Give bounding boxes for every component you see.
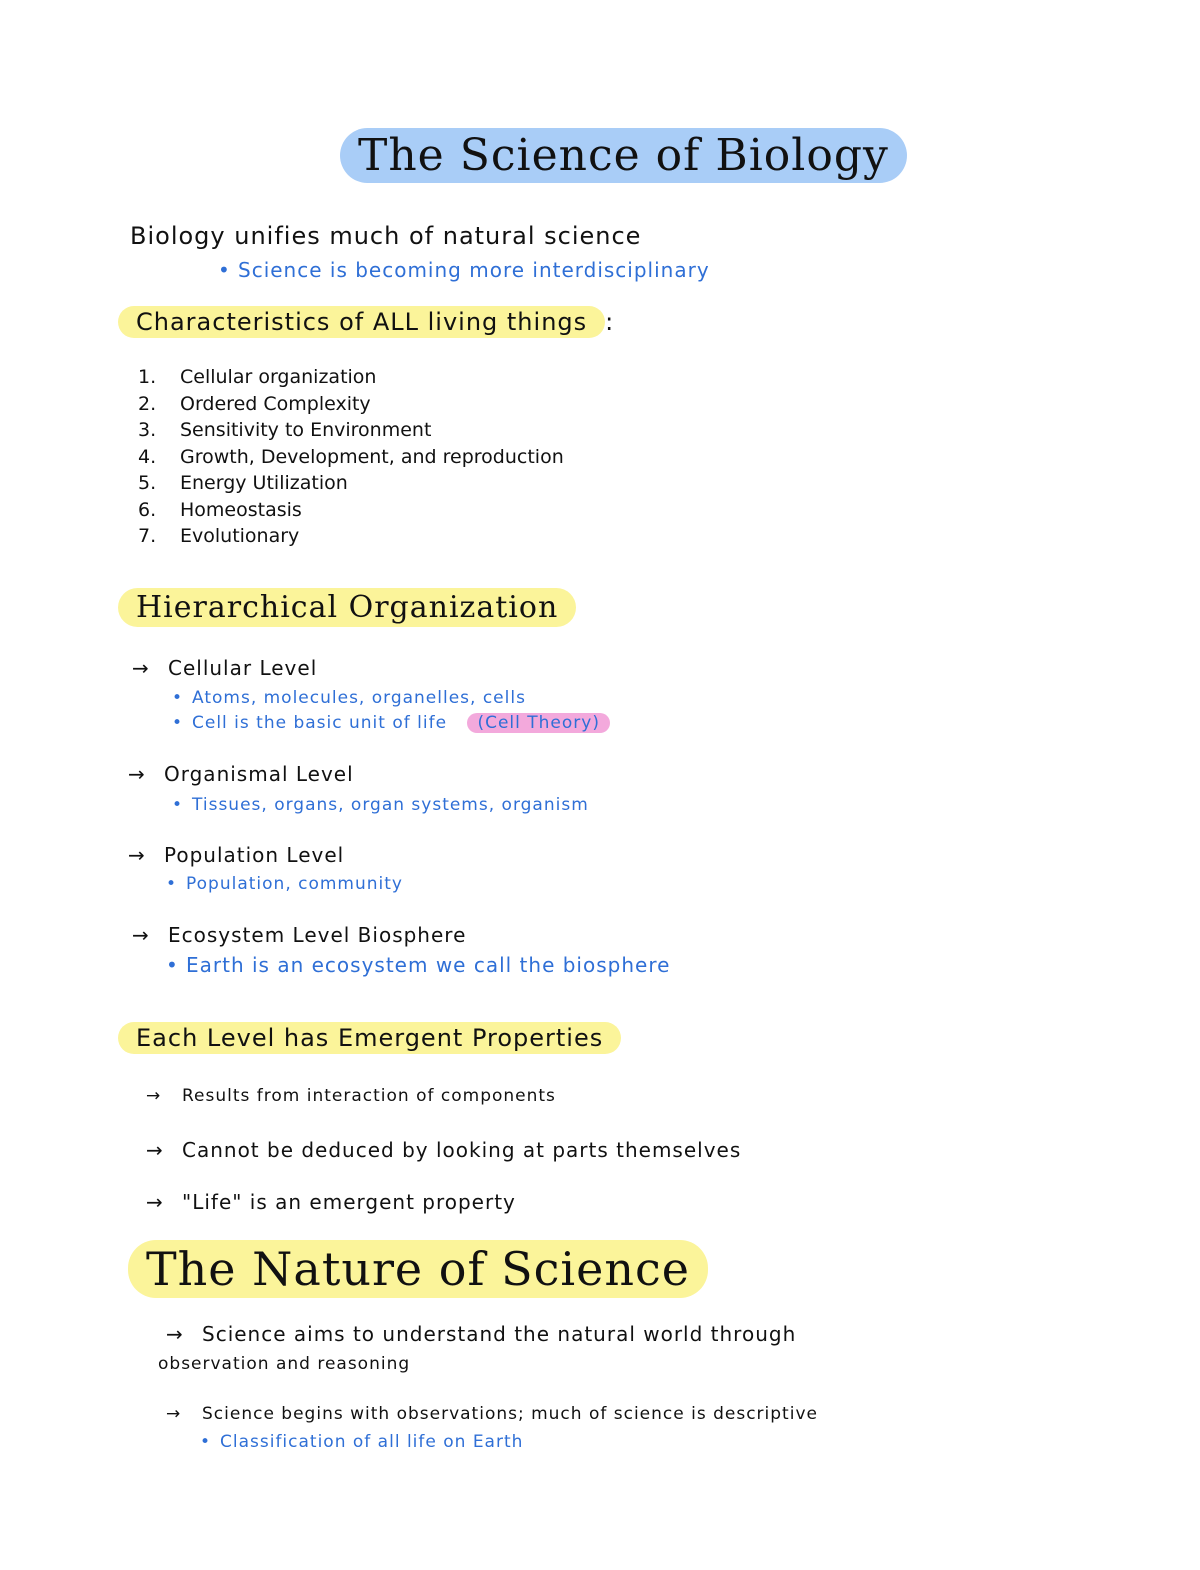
bullet-icon: • — [200, 1432, 212, 1452]
list-item-number: 3. — [138, 419, 157, 441]
bullet-icon: • — [166, 874, 178, 894]
characteristics-colon: : — [605, 308, 615, 336]
arrow-icon: → — [166, 1404, 182, 1424]
intro-heading: Biology unifies much of natural science — [130, 222, 642, 250]
list-item-number: 6. — [138, 498, 157, 521]
emergent-heading-wrap — [118, 1022, 621, 1054]
list-item-number: 1. — [138, 366, 157, 388]
list-item-text: Homeostasis — [180, 498, 302, 521]
organismal-level-label: Organismal Level — [164, 762, 354, 786]
arrow-icon: → — [166, 1322, 184, 1346]
list-item-text: Ordered Complexity — [180, 392, 371, 415]
cellular-level-label: Cellular Level — [168, 656, 318, 680]
hierarchy-heading: Hierarchical Organization — [118, 588, 576, 627]
cellular-bullet-2-text: Cell is the basic unit of life — [192, 713, 448, 733]
population-level-label: Population Level — [164, 843, 345, 867]
emergent-item-1 — [146, 1086, 556, 1106]
nature-bullet-1-text: Classification of all life on Earth — [220, 1432, 524, 1452]
nature-paragraph-1-line-1 — [166, 1322, 796, 1346]
cellular-level — [132, 656, 317, 680]
cell-theory-note: (Cell Theory) — [467, 713, 610, 733]
list-item — [138, 391, 564, 418]
emergent-item-1-text: Results from interaction of components — [182, 1086, 556, 1106]
cellular-bullet-1-text: Atoms, molecules, organelles, cells — [192, 688, 526, 708]
characteristics-list — [138, 364, 564, 550]
arrow-icon: → — [146, 1190, 164, 1214]
list-item — [138, 497, 564, 524]
cellular-bullet-1 — [172, 688, 526, 708]
bullet-icon: • — [166, 953, 179, 977]
population-level — [128, 843, 344, 867]
characteristics-heading-wrap — [118, 306, 614, 338]
list-item-number: 4. — [138, 445, 157, 468]
arrow-icon: → — [146, 1086, 162, 1106]
list-item-text: Growth, Development, and reproduction — [180, 445, 564, 468]
list-item-number: 7. — [138, 525, 157, 547]
list-item-text: Sensitivity to Environment — [180, 419, 432, 441]
list-item-number: 5. — [138, 472, 157, 494]
nature-bullet-1 — [200, 1432, 523, 1452]
bullet-icon: • — [172, 713, 184, 733]
cellular-bullet-2 — [172, 713, 610, 733]
nature-heading: The Nature of Science — [128, 1240, 708, 1298]
list-item — [138, 444, 564, 471]
intro-bullet — [218, 258, 710, 282]
bullet-icon: • — [172, 688, 184, 708]
organismal-level — [128, 762, 354, 786]
population-bullet-1 — [166, 874, 403, 894]
bullet-icon: • — [218, 258, 231, 282]
characteristics-heading: Characteristics of ALL living things — [118, 306, 605, 338]
arrow-icon: → — [128, 762, 146, 786]
page-title: The Science of Biology — [340, 128, 907, 183]
population-bullet-1-text: Population, community — [186, 874, 403, 894]
nature-paragraph-1-line-2: observation and reasoning — [158, 1354, 411, 1374]
organismal-bullet-1 — [172, 795, 589, 815]
emergent-item-2-text: Cannot be deduced by looking at parts themselves — [182, 1138, 742, 1162]
list-item — [138, 417, 564, 444]
list-item-text: Evolutionary — [180, 525, 300, 547]
arrow-icon: → — [132, 656, 150, 680]
ecosystem-bullet-1 — [166, 953, 670, 977]
list-item — [138, 470, 564, 497]
ecosystem-level — [132, 923, 466, 947]
nature-heading-wrap — [128, 1240, 708, 1298]
hierarchy-heading-wrap — [118, 588, 576, 627]
list-item — [138, 523, 564, 550]
bullet-icon: • — [172, 795, 184, 815]
nature-paragraph-2 — [166, 1404, 818, 1424]
ecosystem-level-label: Ecosystem Level Biosphere — [168, 923, 467, 947]
page-title-wrap — [340, 128, 907, 183]
list-item-text: Cellular organization — [180, 366, 377, 388]
ecosystem-bullet-1-text: Earth is an ecosystem we call the biosphere — [186, 953, 671, 977]
list-item — [138, 364, 564, 391]
emergent-item-3-text: "Life" is an emergent property — [182, 1190, 516, 1214]
organismal-bullet-1-text: Tissues, organs, organ systems, organism — [192, 795, 589, 815]
emergent-item-3 — [146, 1190, 516, 1214]
arrow-icon: → — [146, 1138, 164, 1162]
nature-paragraph-1-text: Science aims to understand the natural world through — [202, 1322, 797, 1346]
list-item-number: 2. — [138, 392, 157, 415]
emergent-item-2 — [146, 1138, 741, 1162]
intro-bullet-text: Science is becoming more interdisciplinary — [238, 258, 710, 282]
emergent-heading: Each Level has Emergent Properties — [118, 1022, 621, 1054]
list-item-text: Energy Utilization — [180, 472, 348, 494]
nature-paragraph-2-text: Science begins with observations; much of science is descriptive — [202, 1404, 818, 1424]
arrow-icon: → — [132, 923, 150, 947]
arrow-icon: → — [128, 843, 146, 867]
